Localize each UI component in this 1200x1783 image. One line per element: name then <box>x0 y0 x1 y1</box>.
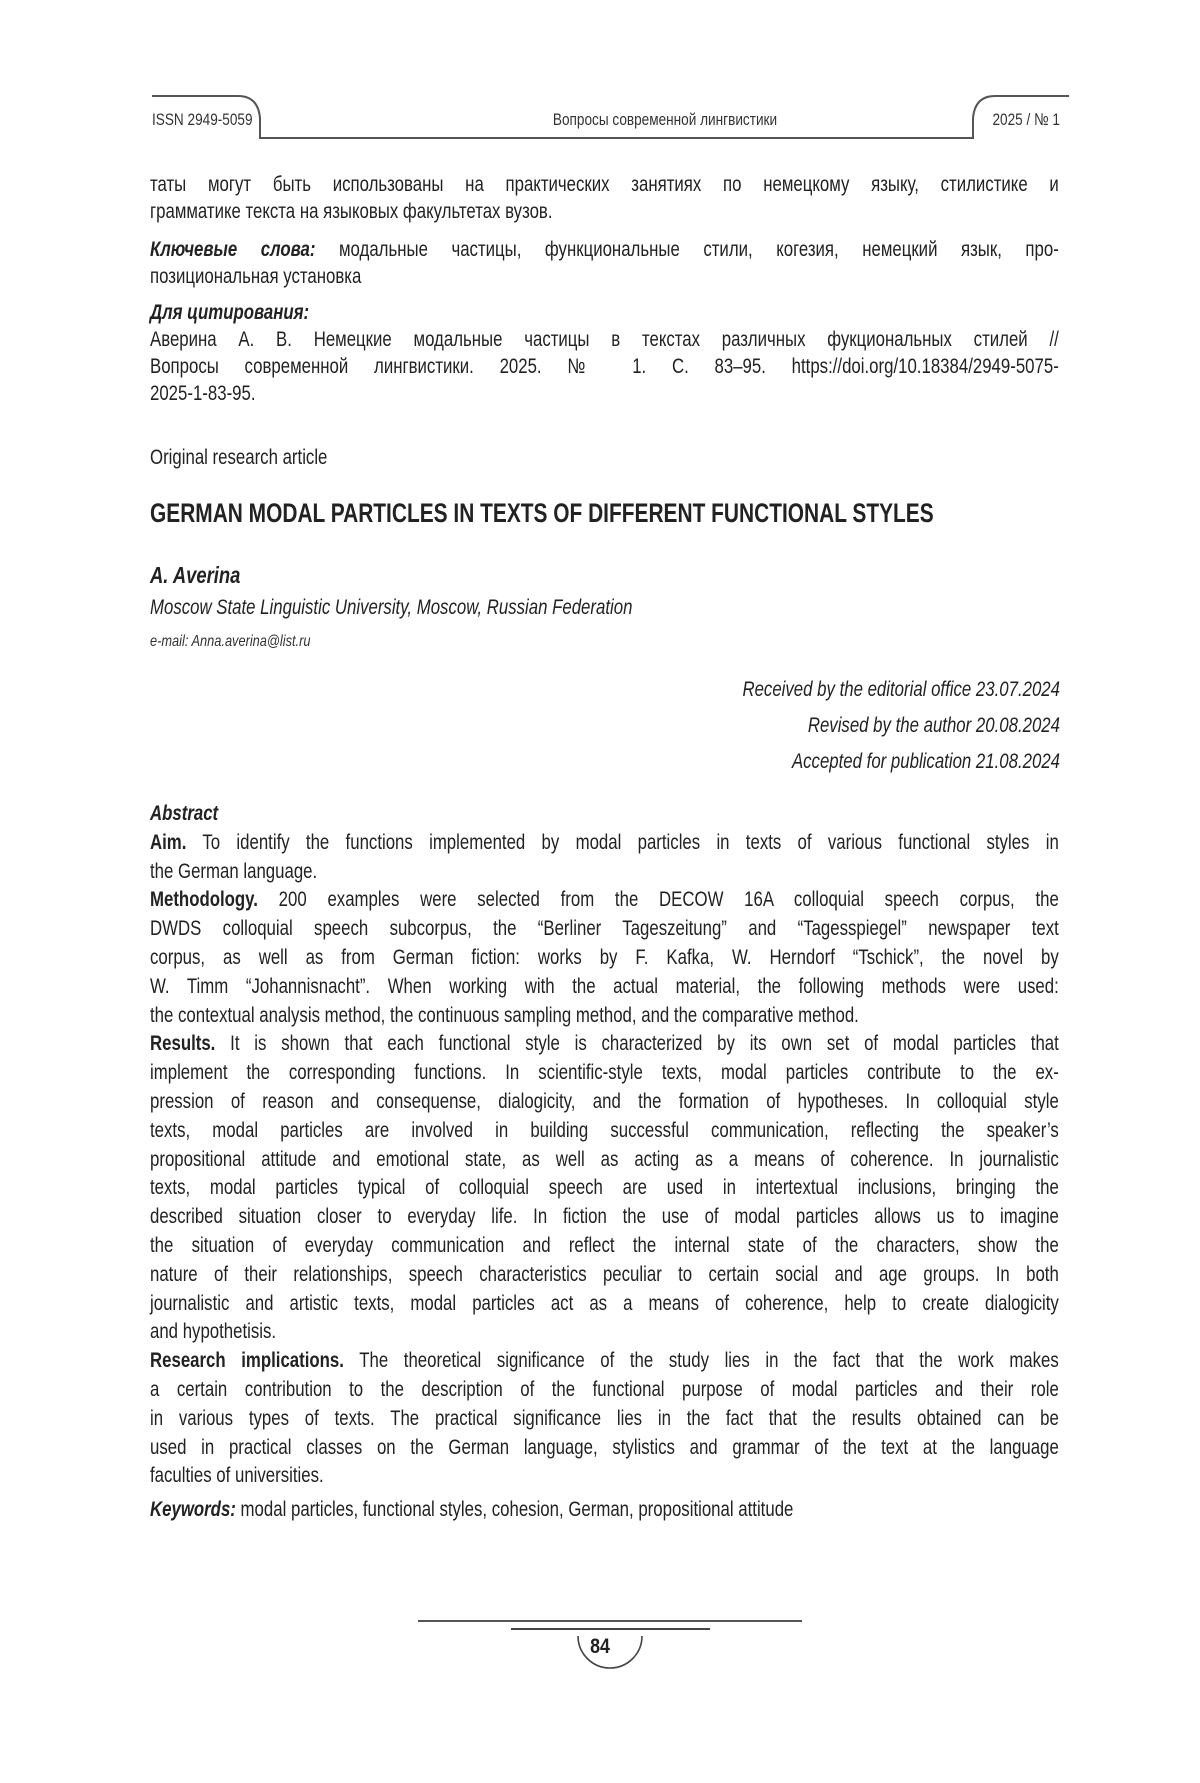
keywords <box>150 1496 1059 1525</box>
abstract-aim-lead: Aim. <box>150 831 186 854</box>
abstract-results-line <box>150 1203 1059 1232</box>
header-frame <box>0 0 1200 160</box>
ru-keywords-text: позициональная установка <box>150 265 361 288</box>
author-email[interactable]: e-mail: Anna.averina@list.ru <box>150 632 311 652</box>
abstract-results-line <box>150 1232 1059 1261</box>
citation-text: Вопросы современной лингвистики. 2025. № 1. С. 83–95. https://doi.org/10.18384/2949-5075- <box>150 355 1059 378</box>
abstract-results-text: described situation closer to everyday life. In fiction the use of modal particles allows us to imagine <box>150 1205 1059 1228</box>
author-name: A. Averina <box>150 560 240 590</box>
ru-summary-text: таты могут быть использованы на практических занятиях по немецкому языку, стилистике и <box>150 173 1059 196</box>
citation-text: 2025-1-83-95. <box>150 382 256 405</box>
abstract-methodology <box>150 886 1059 1030</box>
abstract-implications-text: faculties of universities. <box>150 1464 324 1487</box>
citation <box>150 299 1059 407</box>
abstract-results-line <box>150 1290 1059 1319</box>
abstract-results-text: nature of their relationships, speech characteristics peculiar to certain social and age groups. In both <box>150 1263 1059 1286</box>
abstract-results-text: It is shown that each functional style is characterized by its own set of modal particles that <box>215 1032 1058 1055</box>
keywords-text: modal particles, functional styles, cohesion, German, propositional attitude <box>236 1498 794 1521</box>
abstract-implications-text: The theoretical significance of the study lies in the fact that the work makes <box>344 1349 1059 1372</box>
abstract-methodology-line <box>150 973 1059 1002</box>
abstract-implications-line <box>150 1376 1059 1405</box>
abstract-methodology-text: corpus, as well as from German fiction: works by F. Kafka, W. Herndorf “Tschick”, the novel by <box>150 946 1059 969</box>
author-affiliation: Moscow State Linguistic University, Moscow, Russian Federation <box>150 594 632 622</box>
citation-line <box>150 326 1059 353</box>
abstract-implications-text: a certain contribution to the description of the functional purpose of modal particles and their role <box>150 1378 1059 1401</box>
abstract-results-line <box>150 1174 1059 1203</box>
abstract <box>150 800 1059 1491</box>
abstract-implications <box>150 1347 1059 1491</box>
abstract-implications-lead: Research implications. <box>150 1349 344 1372</box>
abstract-aim-text: the German language. <box>150 860 317 883</box>
issn: ISSN 2949-5059 <box>152 110 253 130</box>
issue-number: 2025 / № 1 <box>932 110 1060 130</box>
abstract-results-text: journalistic and artistic texts, modal particles act as a means of coherence, help to create dialogicity <box>150 1292 1059 1315</box>
abstract-methodology-line <box>150 944 1059 973</box>
abstract-results-line <box>150 1146 1059 1175</box>
abstract-results <box>150 1030 1059 1347</box>
abstract-aim-line <box>150 829 1059 858</box>
abstract-heading: Abstract <box>150 800 1059 829</box>
citation-text: Аверина А. В. Немецкие модальные частицы в текстах различных фукциональных стилей // <box>150 328 1059 351</box>
abstract-aim <box>150 829 1059 887</box>
page-number: 84 <box>566 1634 634 1660</box>
ru-summary-line <box>150 198 1059 225</box>
date-revised: Revised by the author 20.08.2024 <box>580 708 1060 744</box>
abstract-methodology-lead: Methodology. <box>150 888 258 911</box>
abstract-implications-line <box>150 1462 1059 1491</box>
ru-summary-line <box>150 171 1059 198</box>
abstract-results-text: implement the corresponding functions. In scientific-style texts, modal particles contribute to the ex- <box>150 1061 1059 1084</box>
abstract-results-text: texts, modal particles typical of colloquial speech are used in intertextual inclusions, bringing the <box>150 1176 1059 1199</box>
citation-line <box>150 380 1059 407</box>
citation-line <box>150 353 1059 380</box>
abstract-methodology-line <box>150 915 1059 944</box>
ru-keywords-line <box>150 236 1059 263</box>
ru-keywords <box>150 236 1059 290</box>
abstract-methodology-line <box>150 886 1059 915</box>
ru-summary-text: грамматике текста на языковых факультетах вузов. <box>150 200 553 223</box>
abstract-results-line <box>150 1059 1059 1088</box>
abstract-results-line <box>150 1088 1059 1117</box>
abstract-results-line <box>150 1030 1059 1059</box>
abstract-implications-line <box>150 1405 1059 1434</box>
ru-keywords-lead: Ключевые слова: <box>150 238 315 261</box>
date-accepted: Accepted for publication 21.08.2024 <box>580 744 1060 780</box>
ru-keywords-text: модальные частицы, функциональные стили, когезия, немецкий язык, про- <box>315 238 1058 261</box>
abstract-results-text: texts, modal particles are involved in building successful communication, reflecting the speaker’s <box>150 1119 1059 1142</box>
abstract-implications-line <box>150 1434 1059 1463</box>
keywords-label: Keywords: <box>150 1498 236 1521</box>
abstract-results-text: the situation of everyday communication and reflect the internal state of the characters, show the <box>150 1234 1059 1257</box>
abstract-methodology-text: DWDS colloquial speech subcorpus, the “Berliner Tageszeitung” and “Tagesspiegel” newspaper text <box>150 917 1059 940</box>
ru-keywords-line <box>150 263 1059 290</box>
abstract-results-line <box>150 1318 1059 1347</box>
abstract-results-line <box>150 1261 1059 1290</box>
journal-title: Вопросы современной лингвистики <box>465 110 865 130</box>
abstract-implications-text: in various types of texts. The practical significance lies in the fact that the results obtained can be <box>150 1407 1059 1430</box>
article-type: Original research article <box>150 444 327 472</box>
abstract-results-text: and hypothetisis. <box>150 1320 276 1343</box>
date-received: Received by the editorial office 23.07.2024 <box>580 672 1060 708</box>
abstract-implications-line <box>150 1347 1059 1376</box>
article-title: GERMAN MODAL PARTICLES IN TEXTS OF DIFFERENT FUNCTIONAL STYLES <box>150 497 934 529</box>
abstract-methodology-text: 200 examples were selected from the DECOW 16A colloquial speech corpus, the <box>258 888 1059 911</box>
article-dates <box>580 672 1060 780</box>
abstract-implications-text: used in practical classes on the German language, stylistics and grammar of the text at the language <box>150 1436 1059 1459</box>
abstract-results-line <box>150 1117 1059 1146</box>
ru-summary-end <box>150 171 1059 225</box>
abstract-methodology-line <box>150 1002 1059 1031</box>
abstract-results-text: propositional attitude and emotional state, as well as acting as a means of coherence. In journalistic <box>150 1148 1059 1171</box>
abstract-methodology-text: W. Timm “Johannisnacht”. When working with the actual material, the following methods were used: <box>150 975 1059 998</box>
abstract-aim-line <box>150 858 1059 887</box>
abstract-methodology-text: the contextual analysis method, the continuous sampling method, and the comparative method. <box>150 1004 859 1027</box>
abstract-results-text: pression of reason and consequense, dialogicity, and the formation of hypotheses. In colloquial style <box>150 1090 1059 1113</box>
citation-heading: Для цитирования: <box>150 299 1059 326</box>
abstract-results-lead: Results. <box>150 1032 215 1055</box>
abstract-aim-text: To identify the functions implemented by modal particles in texts of various functional styles in <box>186 831 1058 854</box>
